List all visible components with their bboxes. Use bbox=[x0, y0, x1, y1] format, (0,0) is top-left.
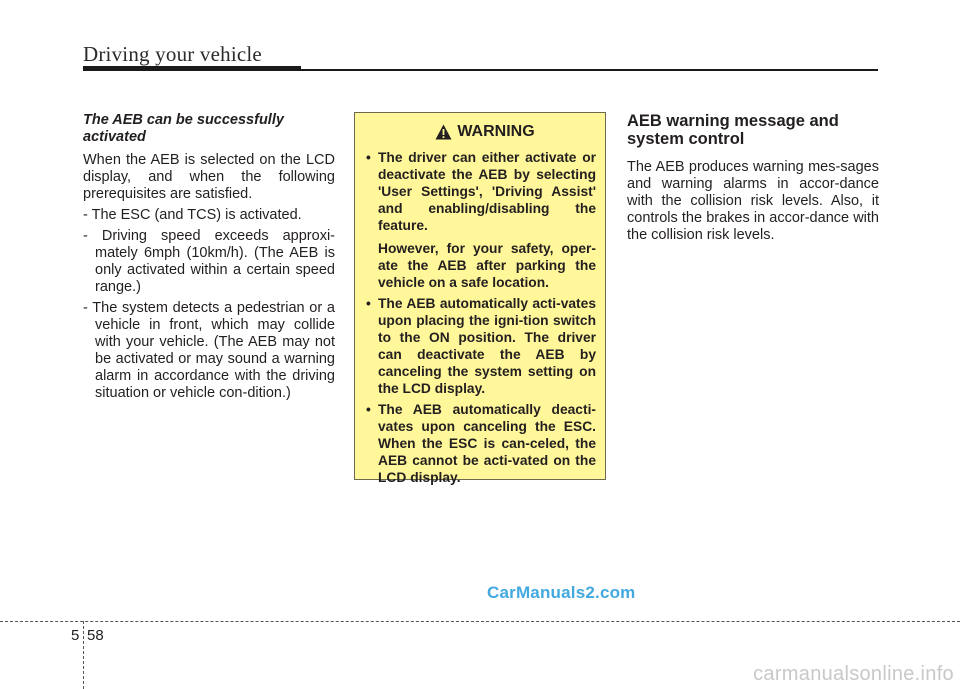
warning-box bbox=[354, 112, 606, 485]
left-column bbox=[83, 112, 335, 406]
bullet-icon: • bbox=[366, 150, 371, 165]
warning-item bbox=[366, 149, 596, 234]
site-watermark: carmanualsonline.info bbox=[753, 663, 954, 685]
warning-item bbox=[366, 295, 596, 397]
right-column bbox=[627, 112, 879, 248]
aeb-activation-heading: The AEB can be successfully activated bbox=[83, 112, 284, 145]
warning-triangle-icon bbox=[435, 124, 452, 140]
page-header-title: Driving your vehicle bbox=[83, 42, 262, 66]
warning-item-text: The AEB automatically acti-vates upon placing the igni-tion switch to the ON position. The driver can deactivate the AEB by canceling the system setting on the LCD display. bbox=[378, 296, 596, 396]
chapter-number: 5 bbox=[71, 627, 80, 644]
aeb-warning-heading: AEB warning message and system control bbox=[627, 112, 839, 148]
prerequisite-item: - The ESC (and TCS) is activated. bbox=[83, 207, 302, 223]
prerequisite-item: - Driving speed exceeds approxi-mately 6mph (10km/h). (The AEB is only activated within a certain speed range.) bbox=[83, 228, 335, 295]
bullet-icon: • bbox=[366, 296, 371, 311]
bullet-icon: • bbox=[366, 402, 371, 417]
footer-divider bbox=[0, 621, 960, 622]
warning-title: WARNING bbox=[457, 123, 535, 140]
header-rule-thick bbox=[83, 66, 301, 71]
header-rule-thin bbox=[301, 69, 878, 71]
warning-item-note: However, for your safety, oper-ate the AEB after parking the vehicle on a safe location. bbox=[378, 241, 596, 290]
page-number: 58 bbox=[87, 627, 104, 644]
warning-header bbox=[374, 123, 596, 141]
aeb-warning-body: The AEB produces warning mes-sages and warning alarms in accor-dance with the collision risk levels. Also, it controls the brakes in accor-dance with the collision risk levels. bbox=[627, 159, 879, 243]
footer-vertical-divider bbox=[83, 621, 84, 689]
aeb-activation-intro: When the AEB is selected on the LCD display, and when the following prerequisites are satisfied. bbox=[83, 152, 335, 202]
watermark-link[interactable]: CarManuals2.com bbox=[487, 583, 636, 602]
prerequisite-item: - The system detects a pedestrian or a vehicle in front, which may collide with your vehicle. (The AEB may not be activated or may sound a warning alarm in accordance with the driving situation or vehicle con-dition.) bbox=[83, 300, 335, 401]
warning-item-text: The AEB automatically deacti-vates upon canceling the ESC. When the ESC is can-celed, the AEB cannot be acti-vated on the LCD display. bbox=[378, 402, 596, 485]
warning-item bbox=[366, 401, 596, 486]
warning-item-text: The driver can either activate or deactivate the AEB by selecting 'User Settings', 'Driving Assist' and enabling/disabling the feature. bbox=[378, 150, 596, 233]
